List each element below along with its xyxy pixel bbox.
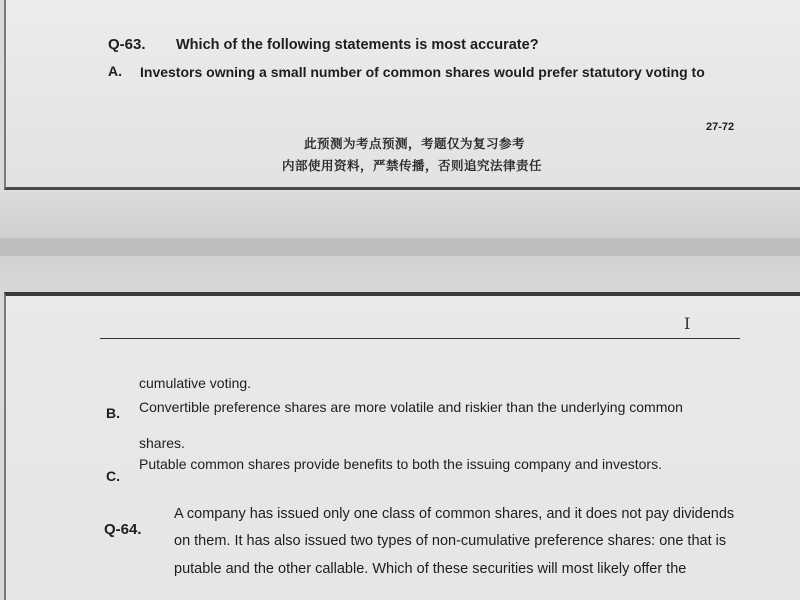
q64-line1: A company has issued only one class of common shares, and it does not pay dividends xyxy=(174,506,735,522)
q63-option-a-text-line2: cumulative voting. xyxy=(139,375,252,391)
q64-line2: on them. It has also issued two types of non-cumulative preference shares: one that is xyxy=(174,533,727,549)
watermark-line1: 此预测为考点预测，考题仅为复习参考 xyxy=(304,137,526,151)
q63-option-b-letter: B. xyxy=(106,405,120,421)
q63-option-c-text: Putable common shares provide benefits to both the issuing company and investors. xyxy=(139,456,662,472)
q64-line3: putable and the other callable. Which of these securities will most likely offer the xyxy=(174,561,687,577)
header-rule xyxy=(100,338,740,339)
q63-number: Q-63. xyxy=(108,36,146,53)
page-gap-band xyxy=(0,238,800,256)
q63-option-a-letter: A. xyxy=(108,63,122,79)
q63-option-b-text-line1: Convertible preference shares are more volatile and riskier than the underlying common xyxy=(139,399,683,415)
watermark-line2: 内部使用资料，严禁传播，否则追究法律责任 xyxy=(282,159,543,173)
q63-option-a-text-line1: Investors owning a small number of common shares would prefer statutory voting to xyxy=(140,64,705,80)
q63-option-c-letter: C. xyxy=(106,468,120,484)
q63-stem: Which of the following statements is most accurate? xyxy=(176,37,539,53)
q63-option-b-text-line2: shares. xyxy=(139,435,185,451)
page-number: 27-72 xyxy=(706,121,735,133)
text-cursor-icon: I xyxy=(684,314,691,333)
q64-number: Q-64. xyxy=(104,521,142,538)
